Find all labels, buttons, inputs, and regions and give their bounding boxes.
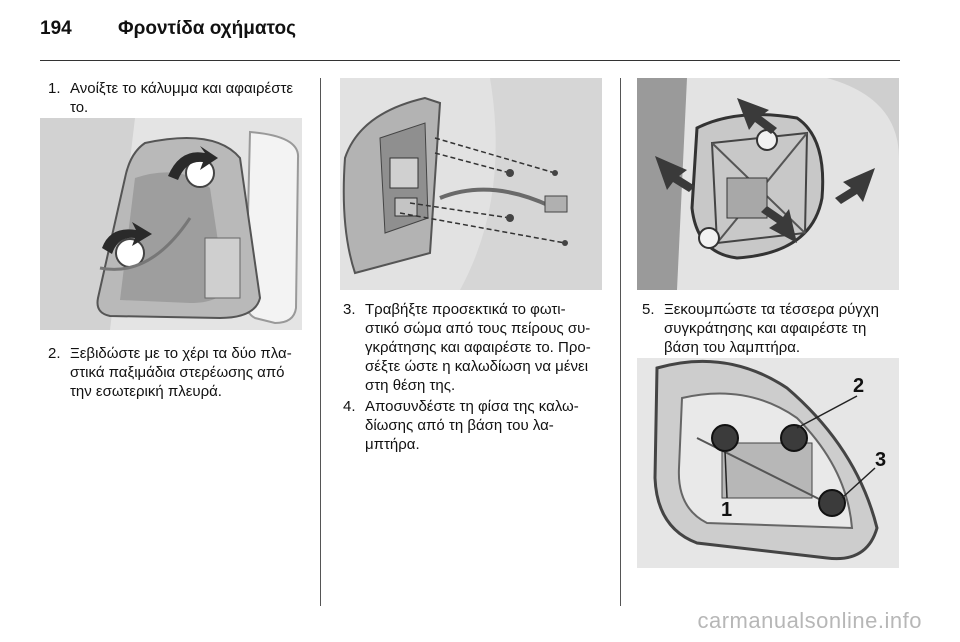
step-5 [642,300,912,360]
step-5-line-1: Ξεκουμπώστε τα τέσσερα ρύγχη [664,301,880,318]
step-1-line-1: Ανοίξτε το κάλυμμα και αφαιρέστε [70,80,294,97]
step-4 [343,397,615,457]
step-2-line-2: στικά παξιμάδια στερέωσης από [70,364,285,381]
step-3-line-5: στη θέση της. [365,377,456,394]
step-5-text [664,300,879,357]
step-1 [48,79,313,119]
figure-bulb-positions [637,358,899,568]
step-2-text [70,344,292,401]
step-2-number: 2. [48,345,61,362]
page-number: 194 [40,18,72,39]
step-1-number: 1. [48,80,61,97]
step-4-line-3: μπτήρα. [365,436,420,453]
figure-lamp-body-removal-drawing [340,78,602,290]
column-divider-1 [320,78,321,606]
step-1-text [70,79,293,117]
watermark: carmanualsonline.info [697,608,922,633]
step-3 [343,300,615,400]
step-3-line-1: Τραβήξτε προσεκτικά το φωτι- [365,301,566,318]
step-5-number: 5. [642,301,655,318]
figure-bulb-positions-drawing [637,358,899,568]
header-rule [40,60,900,61]
label-bulb-1: 1 [721,499,733,521]
step-4-number: 4. [343,398,356,415]
step-2 [48,344,313,404]
step-4-line-2: δίωσης από τη βάση του λα- [365,417,554,434]
step-3-number: 3. [343,301,356,318]
figure-lamp-body-removal [340,78,602,290]
step-3-line-3: γκράτησης και αφαιρέστε το. Προ- [365,339,591,356]
step-3-line-2: στικό σώμα από τους πείρους συ- [365,320,591,337]
step-2-line-1: Ξεβιδώστε με το χέρι τα δύο πλα- [70,345,292,362]
figure-open-cover [40,118,302,330]
column-divider-2 [620,78,621,606]
step-4-line-1: Αποσυνδέστε τη φίσα της καλω- [365,398,579,415]
section-title: Φροντίδα οχήματος [118,18,296,39]
step-3-text [365,300,591,395]
step-4-text [365,397,579,454]
figure-bulb-holder-tabs-drawing [637,78,899,290]
figure-bulb-holder-tabs [637,78,899,290]
label-bulb-2: 2 [853,375,865,397]
step-5-line-3: βάση του λαμπτήρα. [664,339,801,356]
figure-open-cover-drawing [40,118,302,330]
step-3-line-4: σέξτε ώστε η καλωδίωση να μένει [365,358,589,375]
step-5-line-2: συγκράτησης και αφαιρέστε τη [664,320,867,337]
step-1-line-2: το. [70,99,89,116]
step-2-line-3: την εσωτερική πλευρά. [70,383,222,400]
label-bulb-3: 3 [875,449,887,471]
